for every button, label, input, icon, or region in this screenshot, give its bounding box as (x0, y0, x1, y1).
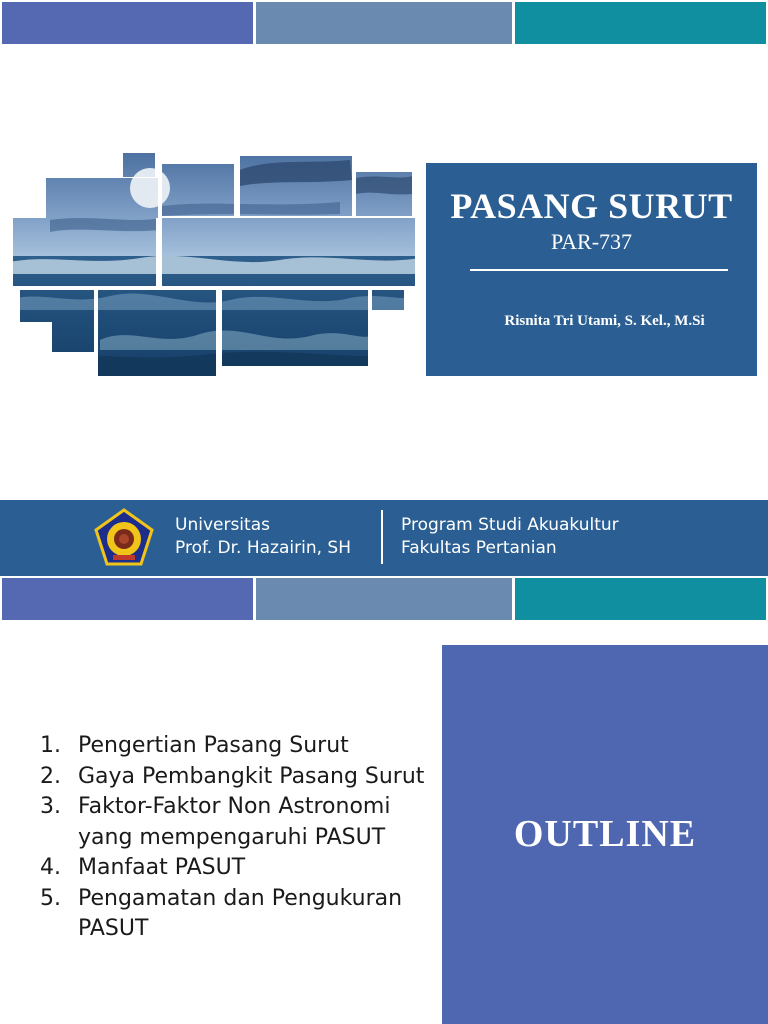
course-title: PASANG SURUT (450, 186, 733, 226)
sea-collage-image (10, 150, 420, 380)
list-item-number: 1. (40, 733, 61, 758)
author-name: Risnita Tri Utami, S. Kel., M.Si (504, 313, 705, 329)
outline-list (40, 731, 430, 945)
top-bar-teal (515, 2, 766, 44)
university-name-line1: Universitas (175, 515, 270, 535)
list-item-number: 5. (40, 885, 61, 911)
university-band (0, 500, 768, 576)
list-item-number: 3. (40, 794, 61, 819)
university-logo (93, 508, 155, 568)
list-item (40, 762, 430, 793)
list-item-text: Pengertian Pasang Surut (78, 733, 349, 758)
university-name-line2: Prof. Dr. Hazairin, SH (175, 538, 351, 558)
outline-box (442, 645, 768, 1024)
program-name (401, 514, 619, 560)
list-item-text: Faktor-Faktor Non Astronomi yang mempengaruhi PASUT (78, 794, 391, 850)
university-name (175, 514, 351, 560)
list-item (40, 792, 430, 853)
list-item-number: 4. (40, 855, 61, 880)
program-name-line2: Fakultas Pertanian (401, 538, 557, 558)
title-divider (470, 269, 728, 271)
course-code: PAR-737 (550, 229, 633, 254)
list-item-text: Gaya Pembangkit Pasang Surut (78, 763, 425, 789)
top-bar-steel (256, 2, 512, 44)
list-item-text: Pengamatan dan Pengukuran PASUT (78, 885, 403, 941)
program-name-line1: Program Studi Akuakultur (401, 515, 619, 535)
list-item-number: 2. (40, 763, 61, 789)
mid-bar-blue (2, 578, 253, 620)
list-item (40, 731, 430, 762)
top-bar-blue (2, 2, 253, 44)
list-item (40, 884, 430, 945)
title-box (426, 163, 757, 376)
list-item-text: Manfaat PASUT (78, 855, 246, 880)
mid-bar-teal (515, 578, 766, 620)
outline-heading: OUTLINE (513, 813, 697, 855)
mid-bar-steel (256, 578, 512, 620)
band-divider (381, 510, 383, 564)
list-item (40, 853, 430, 884)
